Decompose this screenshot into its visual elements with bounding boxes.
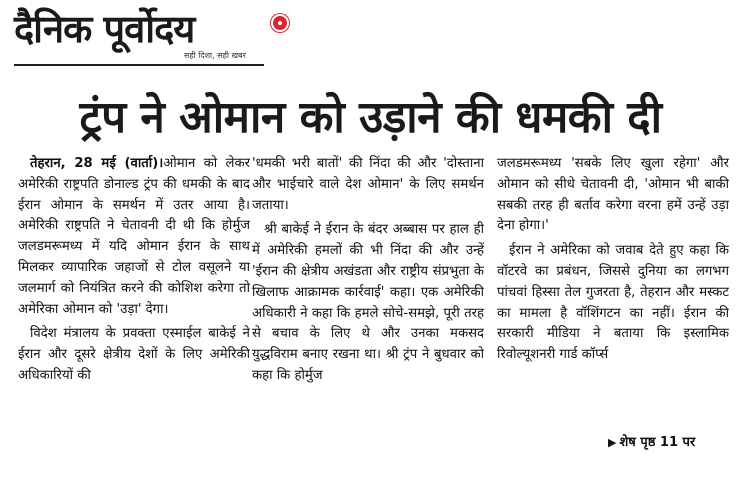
article-column-3: [497, 154, 729, 468]
triangle-right-icon: ▶: [608, 436, 617, 449]
article-headline: ट्रंप ने ओमान को उड़ाने की धमकी दी: [79, 92, 662, 143]
paragraph-text: ओमान को लेकर अमेरिकी राष्ट्रपति डोनाल्ड ट्रंप की धमकी के बाद ईरान ओमान के समर्थन में उतर आया है। अमेरिकी राष्ट्रपति ने चेतावनी दी थी कि होर्मुज जलडमरूमध्य में यदि ओमान ईरान के साथ मिलकर व्यापारिक जहाजों से टोल वसूलने या जलमार्ग को नियंत्रित करने की कोशिश करेगा तो अमेरिका ओमान को 'उड़ा' देगा।: [18, 156, 250, 317]
masthead-title: दैनिक पूर्वोदय: [14, 7, 195, 51]
article-column-1: [18, 154, 250, 468]
article-paragraph: 'धमकी भरी बातों' की निंदा की और 'दोस्ताना और भाईचारे वाले देश ओमान' के लिए समर्थन जताया।: [252, 156, 484, 213]
article-paragraph: ईरान ने अमेरिका को जवाब देते हुए कहा कि वॉटरवे का प्रबंधन, जिससे दुनिया का लगभग पांचवां हिस्सा तेल गुजरता है, तेहरान और मस्कट का मामला है वॉशिंगटन का नहीं। ईरान की सरकारी मीडिया ने बताया कि इस्लामिक रिवोल्यूशनरी गार्ड कॉर्प्स: [497, 243, 729, 363]
masthead-rule: [14, 64, 264, 66]
red-circle-logo-icon: [271, 14, 289, 32]
article-paragraph: [18, 154, 250, 320]
article-paragraph: जलडमरूमध्य 'सबके लिए खुला रहेगा' और ओमान को सीधे चेतावनी दी, 'ओमान भी बाकी सबकी तरह ही बर्ताव करेगा वरना हमें उन्हें उड़ा देना होगा।': [497, 156, 729, 234]
dateline: तेहरान, 28 मई (वार्ता)।: [30, 156, 164, 171]
masthead-tagline: सही दिशा, सही खबर: [184, 51, 246, 60]
article-paragraph: विदेश मंत्रालय के प्रवक्ता एस्माईल बाकेई ने ईरान और दूसरे क्षेत्रीय देशों के लिए अमेरिकी अधिकारियों की: [18, 326, 250, 383]
continued-label: शेष पृष्ठ 11 पर: [619, 435, 696, 450]
article-column-2: [252, 154, 484, 468]
article-paragraph: श्री बाकेई ने ईरान के बंदर अब्बास पर हाल ही में अमेरिकी हमलों की भी निंदा की और उन्हें 'ईरान की क्षेत्रीय अखंडता और राष्ट्रीय संप्रभुता के खिलाफ आक्रामक कार्रवाई' कहा। एक अमेरिकी अधिकारी ने कहा कि हमले सोचे-समझे, पूरी तरह से बचाव के लिए थे और उनका मकसद युद्धविराम बनाए रखना था। श्री ट्रंप ने बुधवार को कहा कि होर्मुज: [252, 222, 484, 383]
continued-on-page-link[interactable]: [608, 432, 734, 454]
masthead: [14, 6, 284, 68]
